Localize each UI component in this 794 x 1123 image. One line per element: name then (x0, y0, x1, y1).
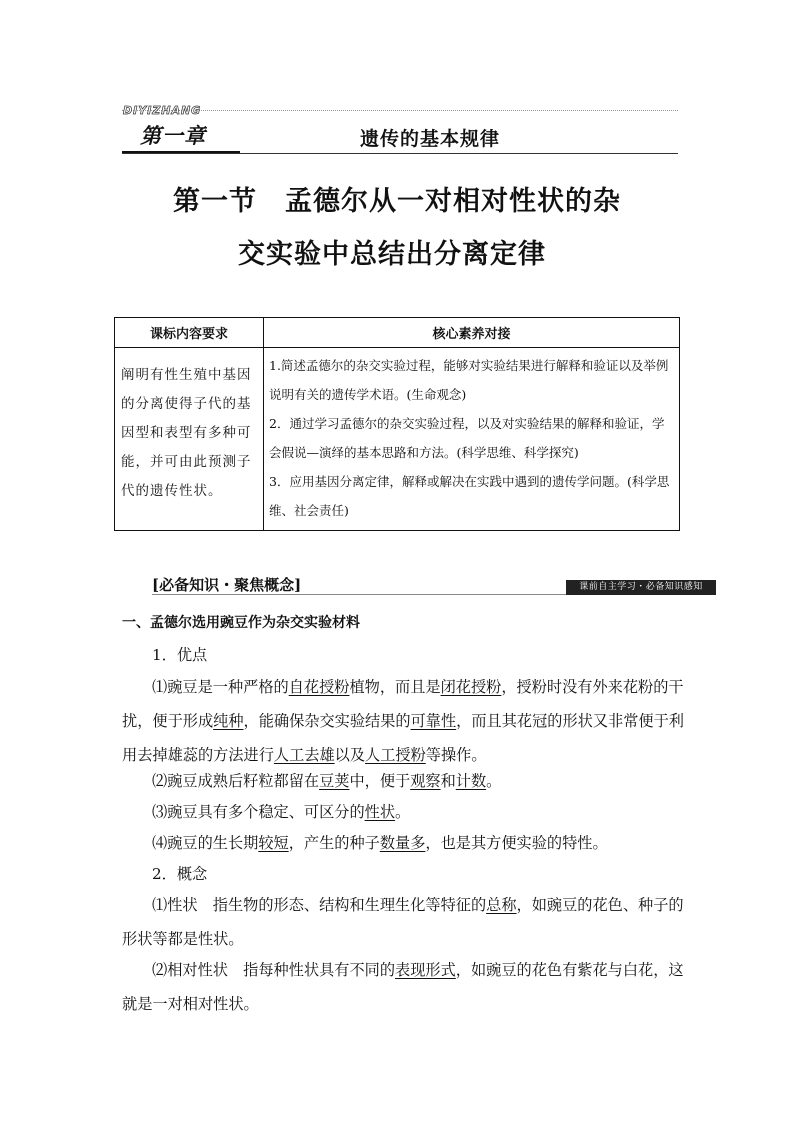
text: 等操作。 (425, 746, 487, 764)
text: ⑷豌豆的生长期 (152, 834, 259, 852)
answer-blank: 人工授粉 (365, 746, 426, 764)
text: 和 (440, 772, 456, 790)
standards-table-header-row (115, 318, 680, 348)
knowledge-section-header: [必备知识・聚焦概念] (152, 576, 302, 594)
subheading-concepts: 2．概念 (152, 865, 208, 883)
chapter-title: 遗传的基本规律 (360, 128, 501, 150)
text: 。 (395, 803, 411, 821)
course-requirement-text: 阐明有性生殖中基因的分离使得子代的基因型和表型有多种可能，并可由此预测子代的遗传性状。 (115, 348, 264, 531)
text: ，产生的种子 (288, 834, 380, 852)
knowledge-tag: 课前自主学习・必备知识感知 (566, 580, 716, 595)
answer-blank: 观察 (410, 772, 441, 790)
text: ，授粉时没有外来花粉的干扰，便于形成 (122, 678, 684, 730)
text: 中，便于 (349, 772, 411, 790)
answer-blank: 总称 (486, 896, 517, 914)
answer-blank: 计数 (455, 772, 487, 790)
answer-blank: 数量多 (379, 834, 426, 852)
answer-blank: 可靠性 (410, 712, 457, 730)
core-literacy-item: 3．应用基因分离定律，解释或解决在实践中遇到的遗传学问题。(科学思维、社会责任) (269, 474, 670, 518)
section-title-line-1: 第一节 孟德尔从一对相对性状的杂 (173, 186, 621, 217)
paragraph-trait (122, 888, 690, 956)
paragraph-advantage-1 (122, 670, 690, 772)
text: ，也是其方便实验的特性。 (425, 834, 608, 852)
text: 以及 (334, 746, 365, 764)
chapter-pinyin: DIYIZHANG (123, 104, 202, 117)
text: 植物，而且是 (349, 678, 441, 696)
answer-blank: 较短 (258, 834, 289, 852)
header-core-literacy: 核心素养对接 (264, 318, 680, 348)
answer-blank: 人工去雄 (273, 746, 335, 764)
chapter-badge: 第一章 (140, 124, 206, 148)
text: 。 (486, 772, 502, 790)
paragraph-advantage-2 (122, 764, 690, 798)
chapter-header-rule (122, 153, 678, 154)
standards-table (114, 317, 680, 531)
section-title-line-2: 交实验中总结出分离定律 (238, 239, 546, 270)
standards-table-body-row (115, 348, 680, 531)
answer-blank: 性状 (364, 803, 395, 821)
text: ⑴豌豆是一种严格的 (152, 678, 289, 696)
text: ⑶豌豆具有多个稳定、可区分的 (152, 803, 365, 821)
text: ⑴性状 指生物的形态、结构和生理生化等特征的 (152, 896, 487, 914)
subheading-advantages: 1．优点 (152, 646, 208, 664)
core-literacy-item: 2．通过学习孟德尔的杂交实验过程，以及对实验结果的解释和验证，学会假说—演绎的基本思路和方法。(科学思维、科学探究) (269, 416, 665, 460)
paragraph-advantage-4 (122, 826, 690, 860)
header-course-requirements: 课标内容要求 (115, 318, 264, 348)
answer-blank: 自花授粉 (288, 678, 350, 696)
answer-blank: 表现形式 (395, 961, 456, 979)
text: ，能确保杂交实验结果的 (243, 712, 411, 730)
text: ，而且其花冠的形状又非常便于利用去掉雄蕊的方法进行 (122, 712, 684, 764)
text: ⑵相对性状 指每种性状具有不同的 (152, 961, 395, 979)
core-literacy-list (264, 348, 680, 531)
text: ，如豌豆的花色有紫花与白花，这就是一对相对性状。 (122, 961, 684, 1013)
core-literacy-item: 1.简述孟德尔的杂交实验过程，能够对实验结果进行解释和验证以及举例说明有关的遗传学术语。(生命观念) (269, 358, 669, 402)
text: ⑵豌豆成熟后籽粒都留在 (152, 772, 320, 790)
paragraph-advantage-3 (122, 795, 690, 829)
answer-blank: 豆荚 (319, 772, 350, 790)
paragraph-relative-trait (122, 953, 690, 1021)
chapter-top-dotted-line (122, 110, 678, 111)
answer-blank: 纯种 (213, 712, 244, 730)
heading-pea-material: 一、孟德尔选用豌豆作为杂交实验材料 (122, 615, 360, 631)
text: ，如豌豆的花色、种子的形状等都是性状。 (122, 896, 684, 948)
answer-blank: 闭花授粉 (440, 678, 502, 696)
